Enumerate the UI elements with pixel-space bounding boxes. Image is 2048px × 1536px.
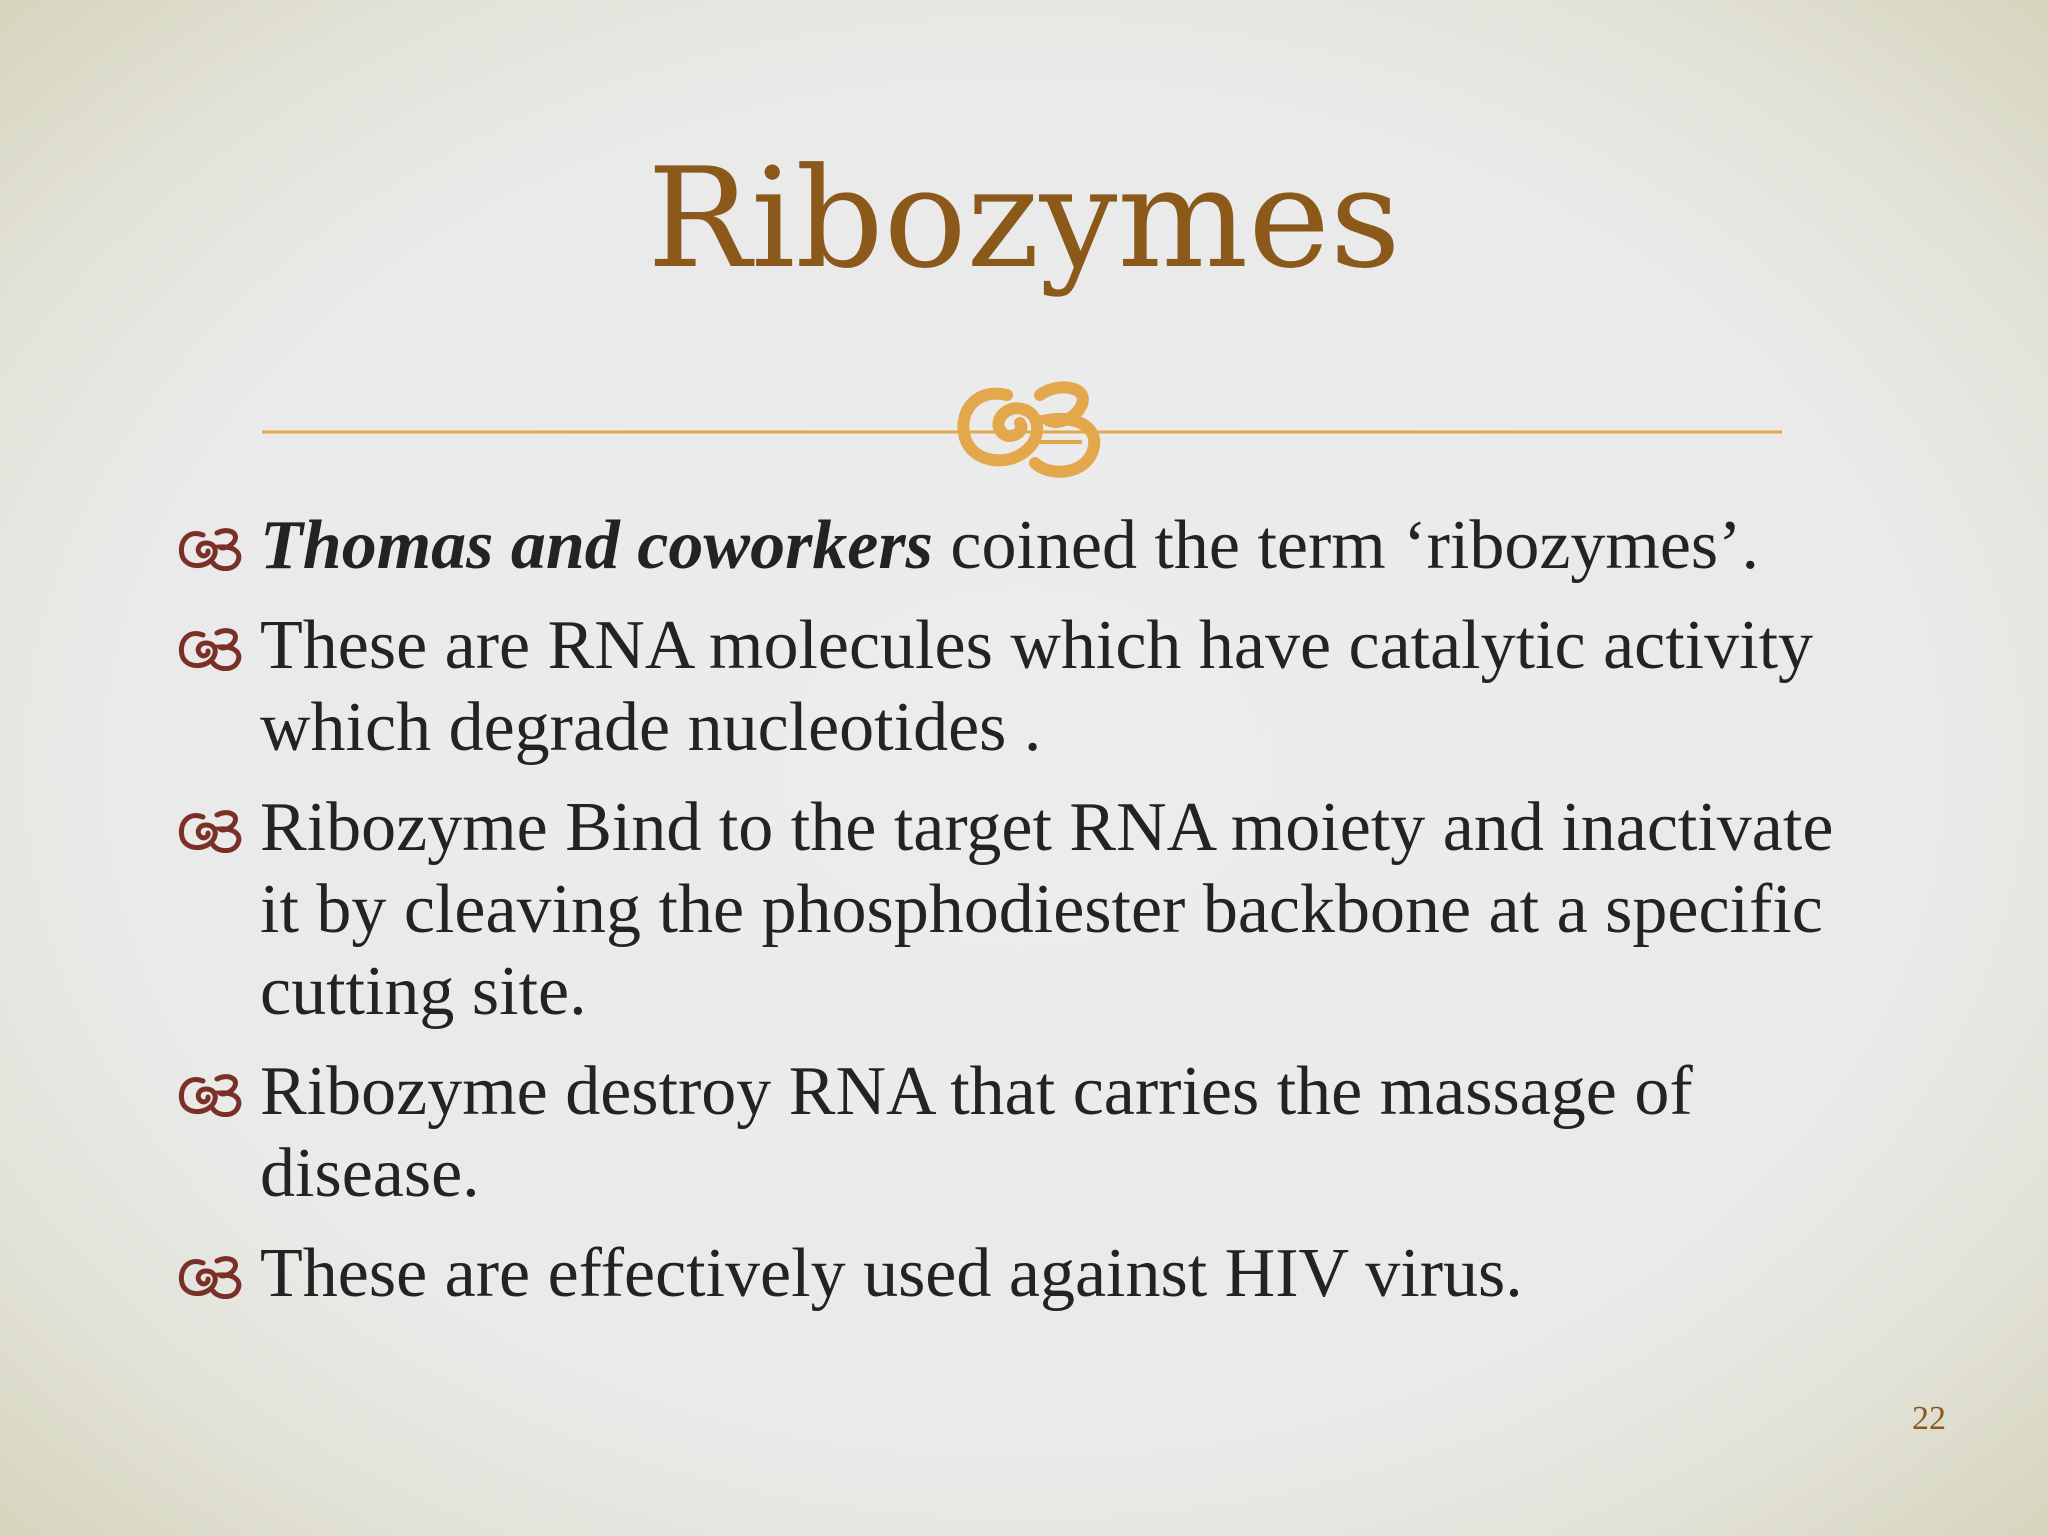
- title-divider: [262, 370, 1782, 490]
- bullet-list: [175, 505, 1875, 1333]
- curl-bullet-icon: [175, 525, 245, 571]
- curl-bullet-icon: [175, 807, 245, 853]
- bullet-item-5: [175, 1233, 1875, 1315]
- bullet-item-2: [175, 605, 1875, 769]
- bullet-text: coined the term ‘ribozymes’.: [932, 507, 1759, 584]
- bullet-text: These are RNA molecules which have catalytic activity which degrade nucleotides .: [260, 607, 1814, 766]
- bullet-text: Ribozyme Bind to the target RNA moiety and inactivate it by cleaving the phosphodiester backbone at a specific cutting site.: [260, 789, 1834, 1030]
- bullet-item-3: [175, 787, 1875, 1033]
- bullet-lead-text: Thomas and coworkers: [260, 507, 933, 584]
- bullet-item-4: [175, 1051, 1875, 1215]
- curl-bullet-icon: [175, 1071, 245, 1117]
- bullet-item-1: [175, 505, 1875, 587]
- curl-bullet-icon: [175, 1253, 245, 1299]
- curl-bullet-icon: [175, 625, 245, 671]
- ornamental-flourish-icon: [963, 387, 1094, 471]
- bullet-text: Ribozyme destroy RNA that carries the massage of disease.: [260, 1053, 1693, 1212]
- slide-title: Ribozymes: [647, 138, 1401, 299]
- bullet-text: These are effectively used against HIV virus.: [260, 1235, 1523, 1312]
- page-number: 22: [1912, 1400, 1946, 1437]
